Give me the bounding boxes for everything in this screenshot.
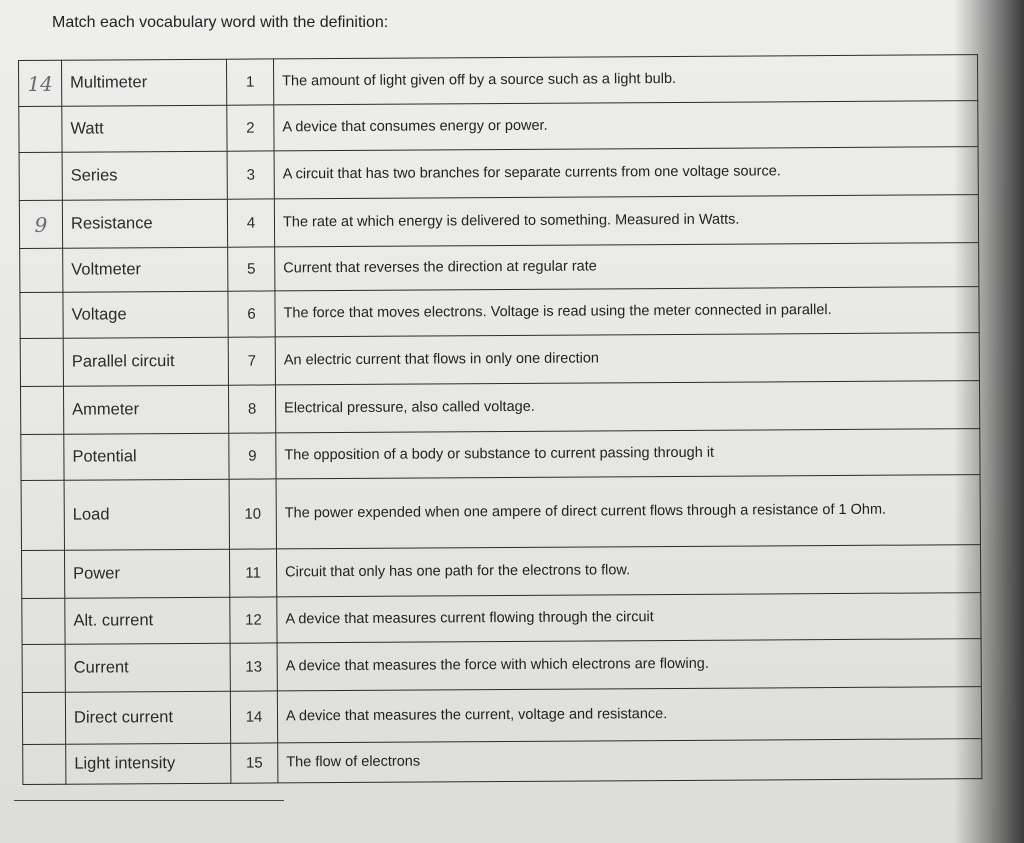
- answer-blank[interactable]: [23, 744, 66, 784]
- vocabulary-word: Direct current: [65, 691, 230, 744]
- table-row: [20, 243, 979, 293]
- table-row: [21, 475, 980, 551]
- definition-text: Circuit that only has one path for the electrons to flow.: [276, 545, 980, 597]
- vocabulary-word: Parallel circuit: [63, 337, 228, 386]
- table-row: [20, 287, 979, 339]
- definition-number: 7: [228, 337, 275, 385]
- table-row: [22, 639, 981, 693]
- definition-text: A device that measures current flowing through the circuit: [277, 593, 981, 643]
- vocabulary-word: Voltmeter: [63, 247, 228, 292]
- definition-number: 9: [229, 433, 276, 479]
- vocabulary-word: Ammeter: [63, 385, 228, 434]
- definition-text: Current that reverses the direction at regular rate: [275, 243, 979, 291]
- definition-text: The amount of light given off by a source such as a light bulb.: [273, 55, 977, 105]
- definition-text: The force that moves electrons. Voltage is read using the meter connected in parallel.: [275, 287, 979, 337]
- handwritten-answer: 14: [27, 71, 53, 96]
- answer-blank[interactable]: [22, 644, 65, 692]
- vocabulary-word: Power: [64, 549, 229, 598]
- definition-number: 12: [230, 597, 277, 643]
- answer-blank[interactable]: [20, 292, 63, 338]
- table-row: [20, 333, 979, 387]
- worksheet-instruction: Match each vocabulary word with the definition:: [52, 14, 389, 31]
- definition-text: Electrical pressure, also called voltage.: [275, 381, 979, 433]
- table-row: [22, 687, 981, 745]
- table-row: [19, 195, 978, 249]
- definition-number: 1: [226, 59, 273, 105]
- answer-blank[interactable]: [22, 598, 65, 644]
- definition-number: 4: [227, 199, 274, 247]
- vocabulary-word: Voltage: [63, 291, 228, 338]
- definition-number: 10: [229, 479, 276, 549]
- vocabulary-word: Multimeter: [62, 59, 227, 106]
- definition-number: 5: [228, 247, 275, 291]
- vocabulary-word: Resistance: [62, 199, 227, 248]
- vocabulary-word: Current: [65, 643, 230, 692]
- definition-text: The rate at which energy is delivered to something. Measured in Watts.: [274, 195, 978, 247]
- table-row: [22, 593, 981, 645]
- answer-blank[interactable]: [19, 60, 62, 106]
- table-row: [19, 147, 978, 201]
- definition-text: A device that consumes energy or power.: [274, 101, 978, 151]
- table-row: [21, 545, 980, 599]
- bottom-border-line: [14, 800, 284, 801]
- vocabulary-word: Watt: [62, 105, 227, 152]
- table-row: [23, 739, 982, 785]
- vocabulary-word: Load: [64, 479, 229, 550]
- table-row: [19, 55, 978, 107]
- table-row: [20, 381, 979, 435]
- definition-number: 15: [231, 743, 278, 783]
- answer-blank[interactable]: [19, 106, 62, 152]
- definition-text: The opposition of a body or substance to current passing through it: [276, 429, 980, 479]
- vocabulary-word: Potential: [64, 433, 229, 480]
- answer-blank[interactable]: [21, 480, 64, 550]
- matching-table: [18, 54, 982, 785]
- definition-number: 6: [228, 291, 275, 337]
- answer-blank[interactable]: [22, 692, 65, 744]
- vocabulary-word: Series: [62, 151, 227, 200]
- definition-number: 14: [230, 691, 277, 743]
- answer-blank[interactable]: [20, 386, 63, 434]
- handwritten-answer: 9: [34, 212, 48, 237]
- answer-blank[interactable]: [19, 152, 62, 200]
- definition-text: The flow of electrons: [278, 739, 982, 783]
- definition-number: 3: [227, 151, 274, 199]
- answer-blank[interactable]: [20, 338, 63, 386]
- definition-text: A device that measures the force with which electrons are flowing.: [277, 639, 981, 691]
- definition-number: 13: [230, 643, 277, 691]
- answer-blank[interactable]: [19, 200, 62, 248]
- definition-text: A device that measures the current, voltage and resistance.: [277, 687, 981, 743]
- vocabulary-word: Alt. current: [65, 597, 230, 644]
- definition-text: An electric current that flows in only one direction: [275, 333, 979, 385]
- answer-blank[interactable]: [21, 550, 64, 598]
- table-row: [21, 429, 980, 481]
- definition-text: The power expended when one ampere of direct current flows through a resistance of 1 Ohm.: [276, 475, 980, 549]
- definition-number: 8: [228, 385, 275, 433]
- definition-number: 11: [229, 549, 276, 597]
- definition-number: 2: [227, 105, 274, 151]
- answer-blank[interactable]: [21, 434, 64, 480]
- vocabulary-word: Light intensity: [66, 743, 231, 784]
- definition-text: A circuit that has two branches for separate currents from one voltage source.: [274, 147, 978, 199]
- matching-table-container: [18, 54, 982, 785]
- answer-blank[interactable]: [20, 248, 63, 292]
- table-row: [19, 101, 978, 153]
